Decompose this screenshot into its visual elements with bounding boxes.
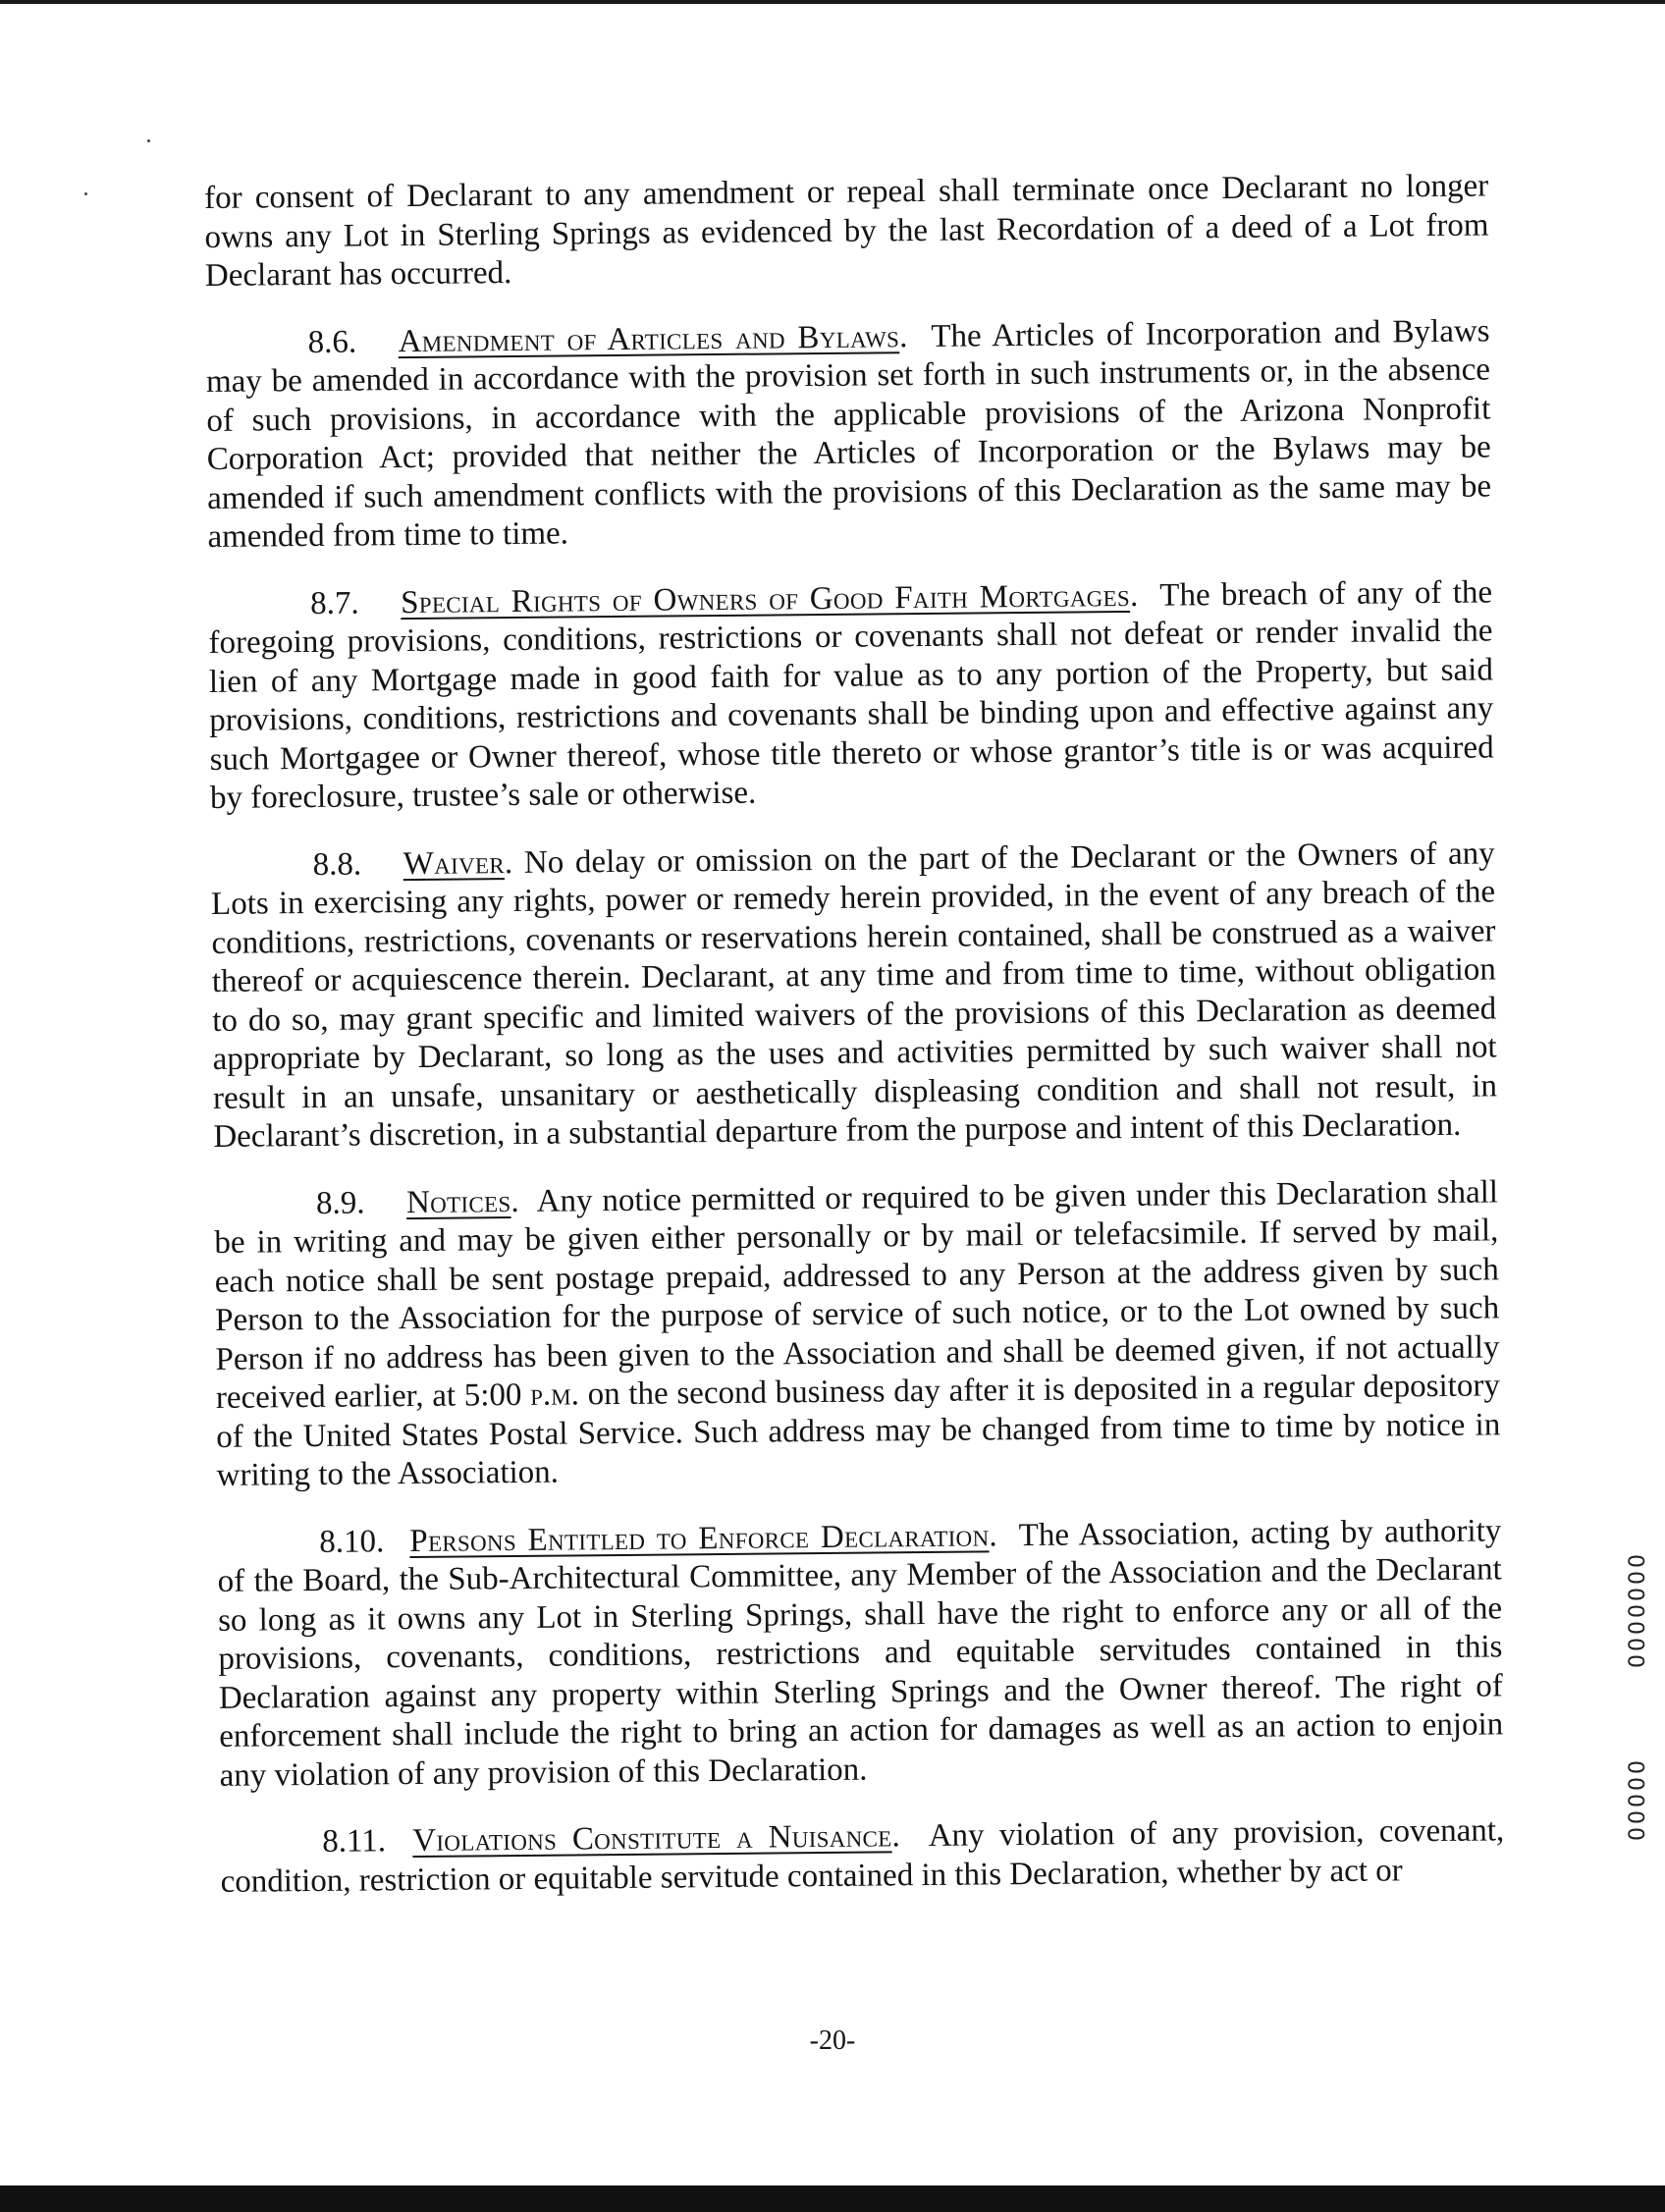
section-8-9: 8.9. Notices. Any notice permitted or required to be given under this Declaration shall be in writing and may be given either personally or by mail or telefacsimile. If served by mail, each notice shall be sent postage prepaid, addressed to any Person at the address given by such Person to the Association for the purpose of service of such notice, or to the Lot owned by such Person if no address has been given to the Association and shall be deemed given, if not actually received earlier, at 5:00 p.m. on the second business day after it is deposited in a regular depository of the United States Postal Service. Such address may be changed from time to time by notice in writing to the Association. [214, 1173, 1501, 1493]
section-number: 8.9. [315, 1184, 365, 1221]
scan-edge-top [0, 0, 1665, 4]
section-number: 8.10. [319, 1523, 385, 1560]
section-body: The Association, acting by authority of the Board, the Sub-Architectural Committee, any Member of the Association and the Declarant so long as it owns any Lot in Sterling Springs, shall have the right to enforce any or all of the provisions, covenants, conditions, restrictions and equitable servitudes contained in this Declaration against any property within Sterling Springs and the Owner thereof. The right of enforcement shall include the right to bring an action for damages as well as an action to enjoin any violation of any provision of this Declaration. [217, 1512, 1504, 1794]
intro-text: for consent of Declarant to any amendment or repeal shall terminate once Declarant no longer owns any Lot in Sterling Springs as evidenced by the last Recordation of a deed of a Lot from Declarant has occurred. [204, 168, 1489, 294]
section-number: 8.7. [309, 585, 359, 621]
section-8-7: 8.7. Special Rights of Owners of Good Faith Mortgages. The breach of any of the foregoing provisions, conditions, restrictions or covenants shall not defeat or render invalid the lien of any Mortgage made in good faith for value as to any portion of the Property, but said provisions, conditions, restrictions and covenants shall be binding upon and effective against any such Mortgagee or Owner thereof, whose title thereto or whose grantor’s title is or was acquired by foreclosure, trustee’s sale or otherwise. [208, 573, 1494, 816]
section-body: The breach of any of the foregoing provisions, conditions, restrictions or covenants shall not defeat or render invalid the lien of any Mortgage made in good faith for value as to any portion of the Property, but said provisions, conditions, restrictions and covenants shall be binding upon and effective against any such Mortgagee or Owner thereof, whose title thereto or whose grantor’s title is or was acquired by foreclosure, trustee’s sale or otherwise. [208, 573, 1494, 816]
section-body: The Articles of Incorporation and Bylaws may be amended in accordance with the provision set forth in such instruments or, in the absence of such provisions, in accordance with the applicable provisions of the Arizona Nonprofit Corporation Act; provided that neither the Articles of Incorporation or the Bylaws may be amended if such amendment conflicts with the provisions of this Declaration as the same may be amended from time to time. [205, 312, 1492, 555]
section-title: Waiver [403, 844, 506, 882]
section-8-10: 8.10. Persons Entitled to Enforce Declaration. The Association, acting by authority of the Board, the Sub-Architectural Committee, any Member of the Association and the Declarant so long as it owns any Lot in Sterling Springs, shall have the right to enforce any or all of the provisions, covenants, conditions, restrictions and equitable servitudes contained in this Declaration against any property within Sterling Springs and the Owner thereof. The right of enforcement shall include the right to bring an action for damages as well as an action to enjoin any violation of any provision of this Declaration. [217, 1512, 1504, 1794]
document-body [204, 167, 1505, 1929]
section-body: No delay or omission on the part of the Declarant or the Owners of any Lots in exercising any rights, power or remedy herein provided, in the event of any breach of the conditions, restrictions, covenants or reservations herein contained, shall be construed as a waiver thereof or acquiescence therein. Declarant, at any time and from time to time, without obligation to do so, may grant specific and limited waivers of the provisions of this Declaration as deemed appropriate by Declarant, so long as the uses and activities permitted by such waiver shall not result in an unsafe, unsanitary or aesthetically displeasing condition and shall not result, in Declarant’s discretion, in a substantial departure from the purpose and intent of this Declaration. [210, 835, 1498, 1155]
section-body: Any notice permitted or required to be given under this Declaration shall be in writing and may be given either personally or by mail or telefacsimile. If served by mail, each notice shall be sent postage prepaid, addressed to any Person at the address given by such Person to the Association for the purpose of service of such notice, or to the Lot owned by such Person if no address has been given to the Association and shall be deemed given, if not actually received earlier, at 5:00 [214, 1173, 1500, 1416]
section-title: Special Rights of Owners of Good Faith Mortgages [400, 577, 1131, 620]
section-body: Any violation of any provision, covenant, condition, restriction or equitable servitude contained in this Declaration, whether by act or [220, 1812, 1505, 1900]
section-number: 8.11. [322, 1823, 387, 1860]
scan-speck [84, 192, 87, 195]
bates-mark-lower: 00000 [1626, 1757, 1650, 1841]
section-body-continued: on the second business day after it is deposited in a regular depository of the United States Postal Service. Such address may be changed from time to time by notice in writing to the Association. [216, 1368, 1501, 1493]
section-number: 8.6. [307, 324, 357, 360]
section-title: Violations Constitute a Nuisance [412, 1818, 892, 1860]
scan-speck [147, 139, 150, 142]
section-title: Amendment of Articles and Bylaws [398, 318, 900, 359]
section-8-11: 8.11. Violations Constitute a Nuisance. Any violation of any provision, covenant, condition, restriction or equitable servitude contained in this Declaration, whether by act or [220, 1812, 1505, 1900]
section-8-6: 8.6. Amendment of Articles and Bylaws. The Articles of Incorporation and Bylaws may be amended in accordance with the provision set forth in such instruments or, in the absence of such provisions, in accordance with the applicable provisions of the Arizona Nonprofit Corporation Act; provided that neither the Articles of Incorporation or the Bylaws may be amended if such amendment conflicts with the provisions of this Declaration as the same may be amended from time to time. [205, 312, 1492, 555]
time-suffix: p.m. [529, 1376, 580, 1413]
section-8-8: 8.8. Waiver. No delay or omission on the part of the Declarant or the Owners of any Lots in exercising any rights, power or remedy herein provided, in the event of any breach of the conditions, restrictions, covenants or reservations herein contained, shall be construed as a waiver thereof or acquiescence therein. Declarant, at any time and from time to time, without obligation to do so, may grant specific and limited waivers of the provisions of this Declaration as deemed appropriate by Declarant, so long as the uses and activities permitted by such waiver shall not result in an unsafe, unsanitary or aesthetically displeasing condition and shall not result, in Declarant’s discretion, in a substantial departure from the purpose and intent of this Declaration. [210, 835, 1498, 1155]
section-title: Persons Entitled to Enforce Declaration [409, 1517, 990, 1559]
intro-paragraph [204, 167, 1489, 296]
scan-edge-bottom [0, 2185, 1665, 2212]
page-number: -20- [809, 2025, 856, 2056]
section-title: Notices [405, 1183, 511, 1220]
bates-mark-upper: 0000000 [1626, 1551, 1650, 1668]
section-number: 8.8. [312, 845, 362, 883]
